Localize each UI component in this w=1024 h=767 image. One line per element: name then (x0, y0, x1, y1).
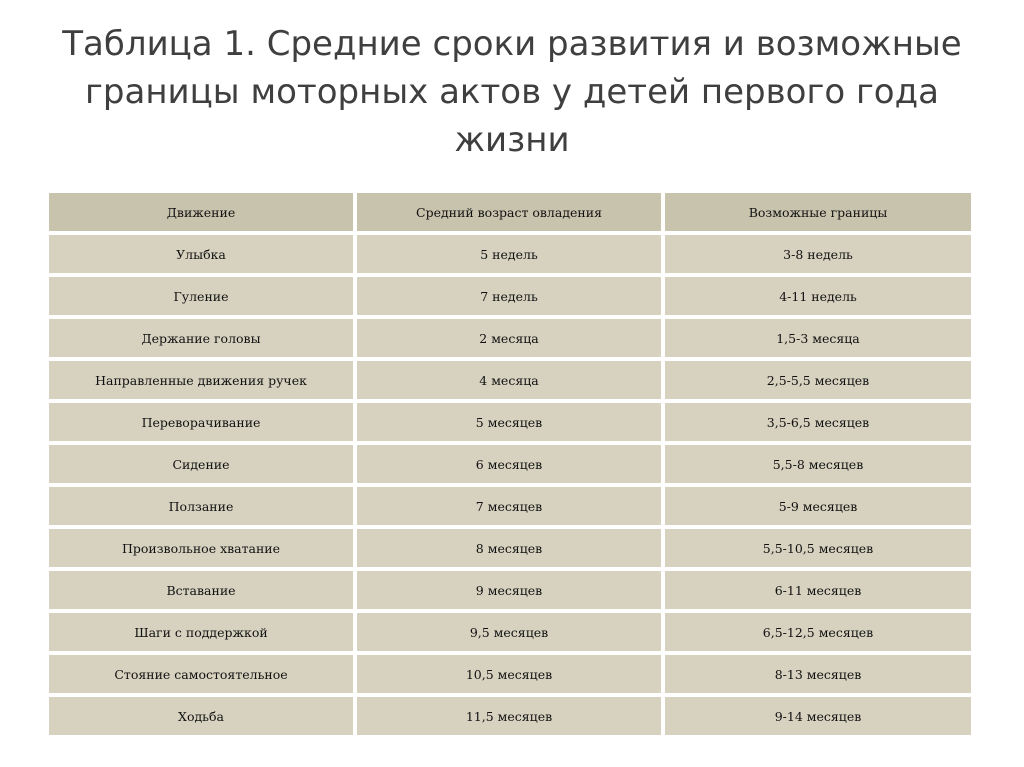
table-row (47, 653, 973, 695)
cell-average-age: 6 месяцев (355, 443, 663, 485)
cell-movement: Вставание (47, 569, 355, 611)
cell-average-age: 7 месяцев (355, 485, 663, 527)
table-row (47, 233, 973, 275)
table-row (47, 443, 973, 485)
cell-average-age: 10,5 месяцев (355, 653, 663, 695)
cell-movement: Ходьба (47, 695, 355, 737)
table-row (47, 695, 973, 737)
cell-average-age: 5 месяцев (355, 401, 663, 443)
cell-average-age: 2 месяца (355, 317, 663, 359)
cell-movement: Переворачивание (47, 401, 355, 443)
table-row (47, 359, 973, 401)
table-row (47, 527, 973, 569)
milestones-table (46, 190, 974, 738)
cell-movement: Улыбка (47, 233, 355, 275)
title-line-3: жизни (454, 120, 570, 160)
cell-average-age: 9 месяцев (355, 569, 663, 611)
cell-average-age: 9,5 месяцев (355, 611, 663, 653)
cell-average-age: 11,5 месяцев (355, 695, 663, 737)
cell-movement: Шаги с поддержкой (47, 611, 355, 653)
cell-average-age: 7 недель (355, 275, 663, 317)
cell-movement: Сидение (47, 443, 355, 485)
cell-possible-range: 2,5-5,5 месяцев (663, 359, 973, 401)
cell-average-age: 5 недель (355, 233, 663, 275)
table-row (47, 611, 973, 653)
cell-possible-range: 6,5-12,5 месяцев (663, 611, 973, 653)
cell-possible-range: 4-11 недель (663, 275, 973, 317)
cell-possible-range: 3,5-6,5 месяцев (663, 401, 973, 443)
cell-movement: Гуление (47, 275, 355, 317)
cell-movement: Держание головы (47, 317, 355, 359)
cell-movement: Ползание (47, 485, 355, 527)
cell-possible-range: 5-9 месяцев (663, 485, 973, 527)
cell-movement: Стояние самостоятельное (47, 653, 355, 695)
table-row (47, 275, 973, 317)
cell-movement: Направленные движения ручек (47, 359, 355, 401)
cell-movement: Произвольное хватание (47, 527, 355, 569)
cell-average-age: 8 месяцев (355, 527, 663, 569)
milestones-table-container (46, 190, 972, 738)
cell-possible-range: 9-14 месяцев (663, 695, 973, 737)
cell-possible-range: 6-11 месяцев (663, 569, 973, 611)
title-line-1: Таблица 1. Средние сроки развития и возможные (62, 24, 962, 64)
header-movement: Движение (47, 191, 355, 233)
cell-possible-range: 8-13 месяцев (663, 653, 973, 695)
table-row (47, 569, 973, 611)
cell-possible-range: 1,5-3 месяца (663, 317, 973, 359)
cell-possible-range: 5,5-10,5 месяцев (663, 527, 973, 569)
table-header-row (47, 191, 973, 233)
table-row (47, 317, 973, 359)
table-row (47, 401, 973, 443)
cell-possible-range: 3-8 недель (663, 233, 973, 275)
page-title (40, 20, 984, 164)
table-row (47, 485, 973, 527)
header-possible-range: Возможные границы (663, 191, 973, 233)
cell-average-age: 4 месяца (355, 359, 663, 401)
title-line-2: границы моторных актов у детей первого года (85, 72, 939, 112)
cell-possible-range: 5,5-8 месяцев (663, 443, 973, 485)
header-average-age: Средний возраст овладения (355, 191, 663, 233)
